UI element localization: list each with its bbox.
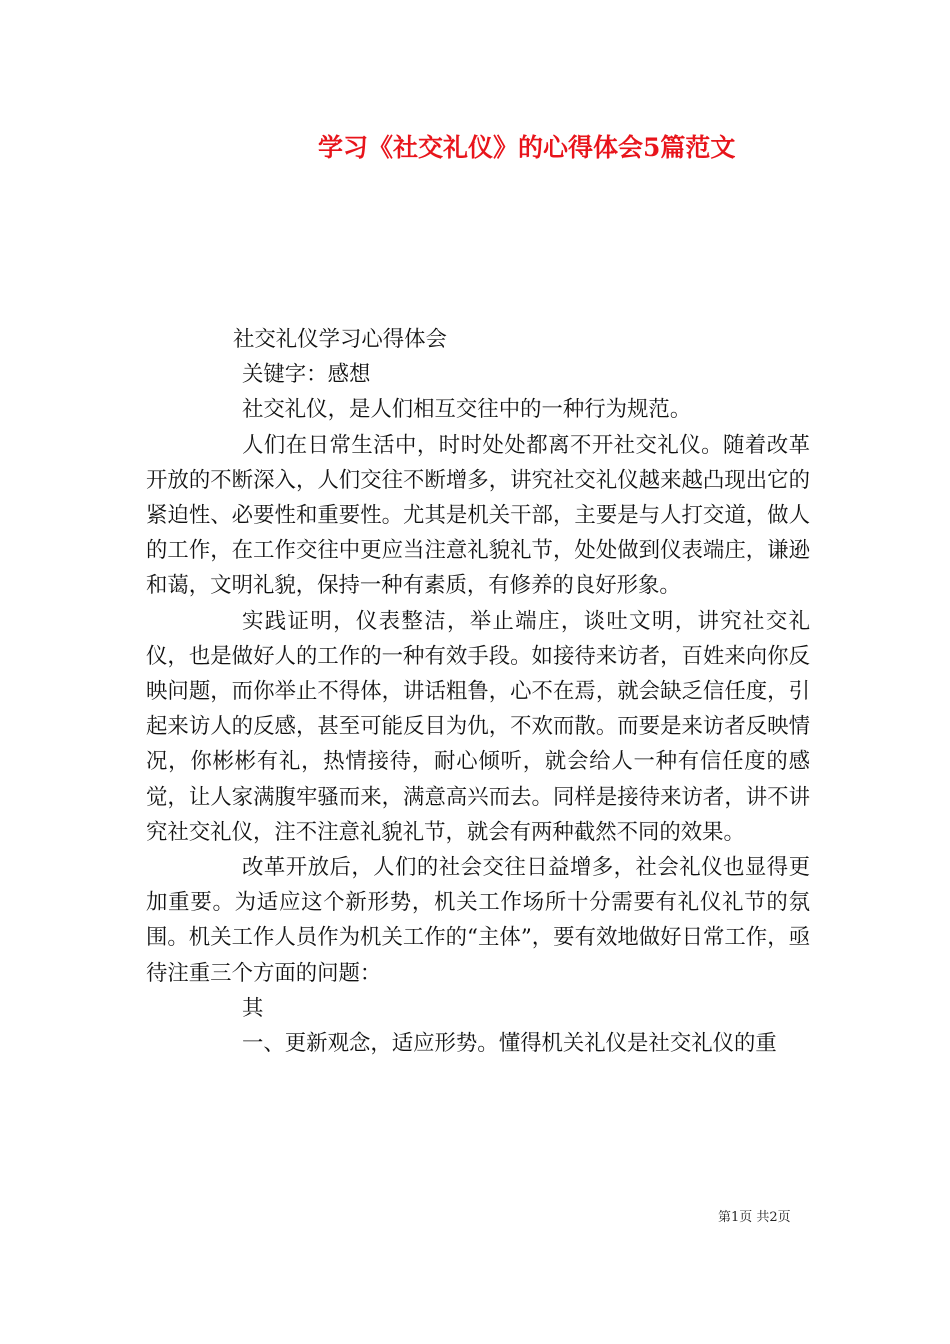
paragraph-3: 实践证明，仪表整洁，举止端庄，谈吐文明，讲究社交礼仪，也是做好人的工作的一种有效手段。如接待来访者，百姓来向你反映问题，而你举止不得体，讲话粗鲁，心不在焉，就会缺乏信任度，引起来访人的反感，甚至可能反目为仇，不欢而散。而要是来访者反映情况，你彬彬有礼，热情接待，耐心倾听，就会给人一种有信任度的感觉，让人家满腹牢骚而来，满意高兴而去。同样是接待来访者，讲不讲究社交礼仪，注不注意礼貌礼节，就会有两种截然不同的效果。 (146, 608, 810, 845)
document-body (146, 322, 810, 1061)
paragraph-4: 改革开放后，人们的社会交往日益增多，社会礼仪也显得更加重要。为适应这个新形势，机关工作场所十分需要有礼仪礼节的氛围。机关工作人员作为机关工作的“主体”，要有效地做好日常工作，亟待注重三个方面的问题： (146, 855, 810, 986)
paragraph-1: 社交礼仪，是人们相互交往中的一种行为规范。 (242, 397, 692, 423)
page-indicator: 第1页 共2页 (718, 1210, 791, 1225)
paragraph-6: 一、更新观念，适应形势。懂得机关礼仪是社交礼仪的重 (242, 1031, 777, 1057)
document-title: 学习《社交礼仪》的心得体会5篇范文 (318, 133, 736, 162)
document-subtitle: 社交礼仪学习心得体会 (233, 327, 447, 352)
paragraph-2: 人们在日常生活中，时时处处都离不开社交礼仪。随着改革开放的不断深入，人们交往不断增多，讲究社交礼仪越来越凸现出它的紧迫性、必要性和重要性。尤其是机关干部，主要是与人打交道，做人的工作，在工作交往中更应当注意礼貌礼节，处处做到仪表端庄，谦逊和蔼，文明礼貌，保持一种有素质，有修养的良好形象。 (146, 432, 810, 599)
keywords-line: 关键字：感想 (242, 362, 371, 388)
paragraph-5: 其 (242, 995, 264, 1021)
